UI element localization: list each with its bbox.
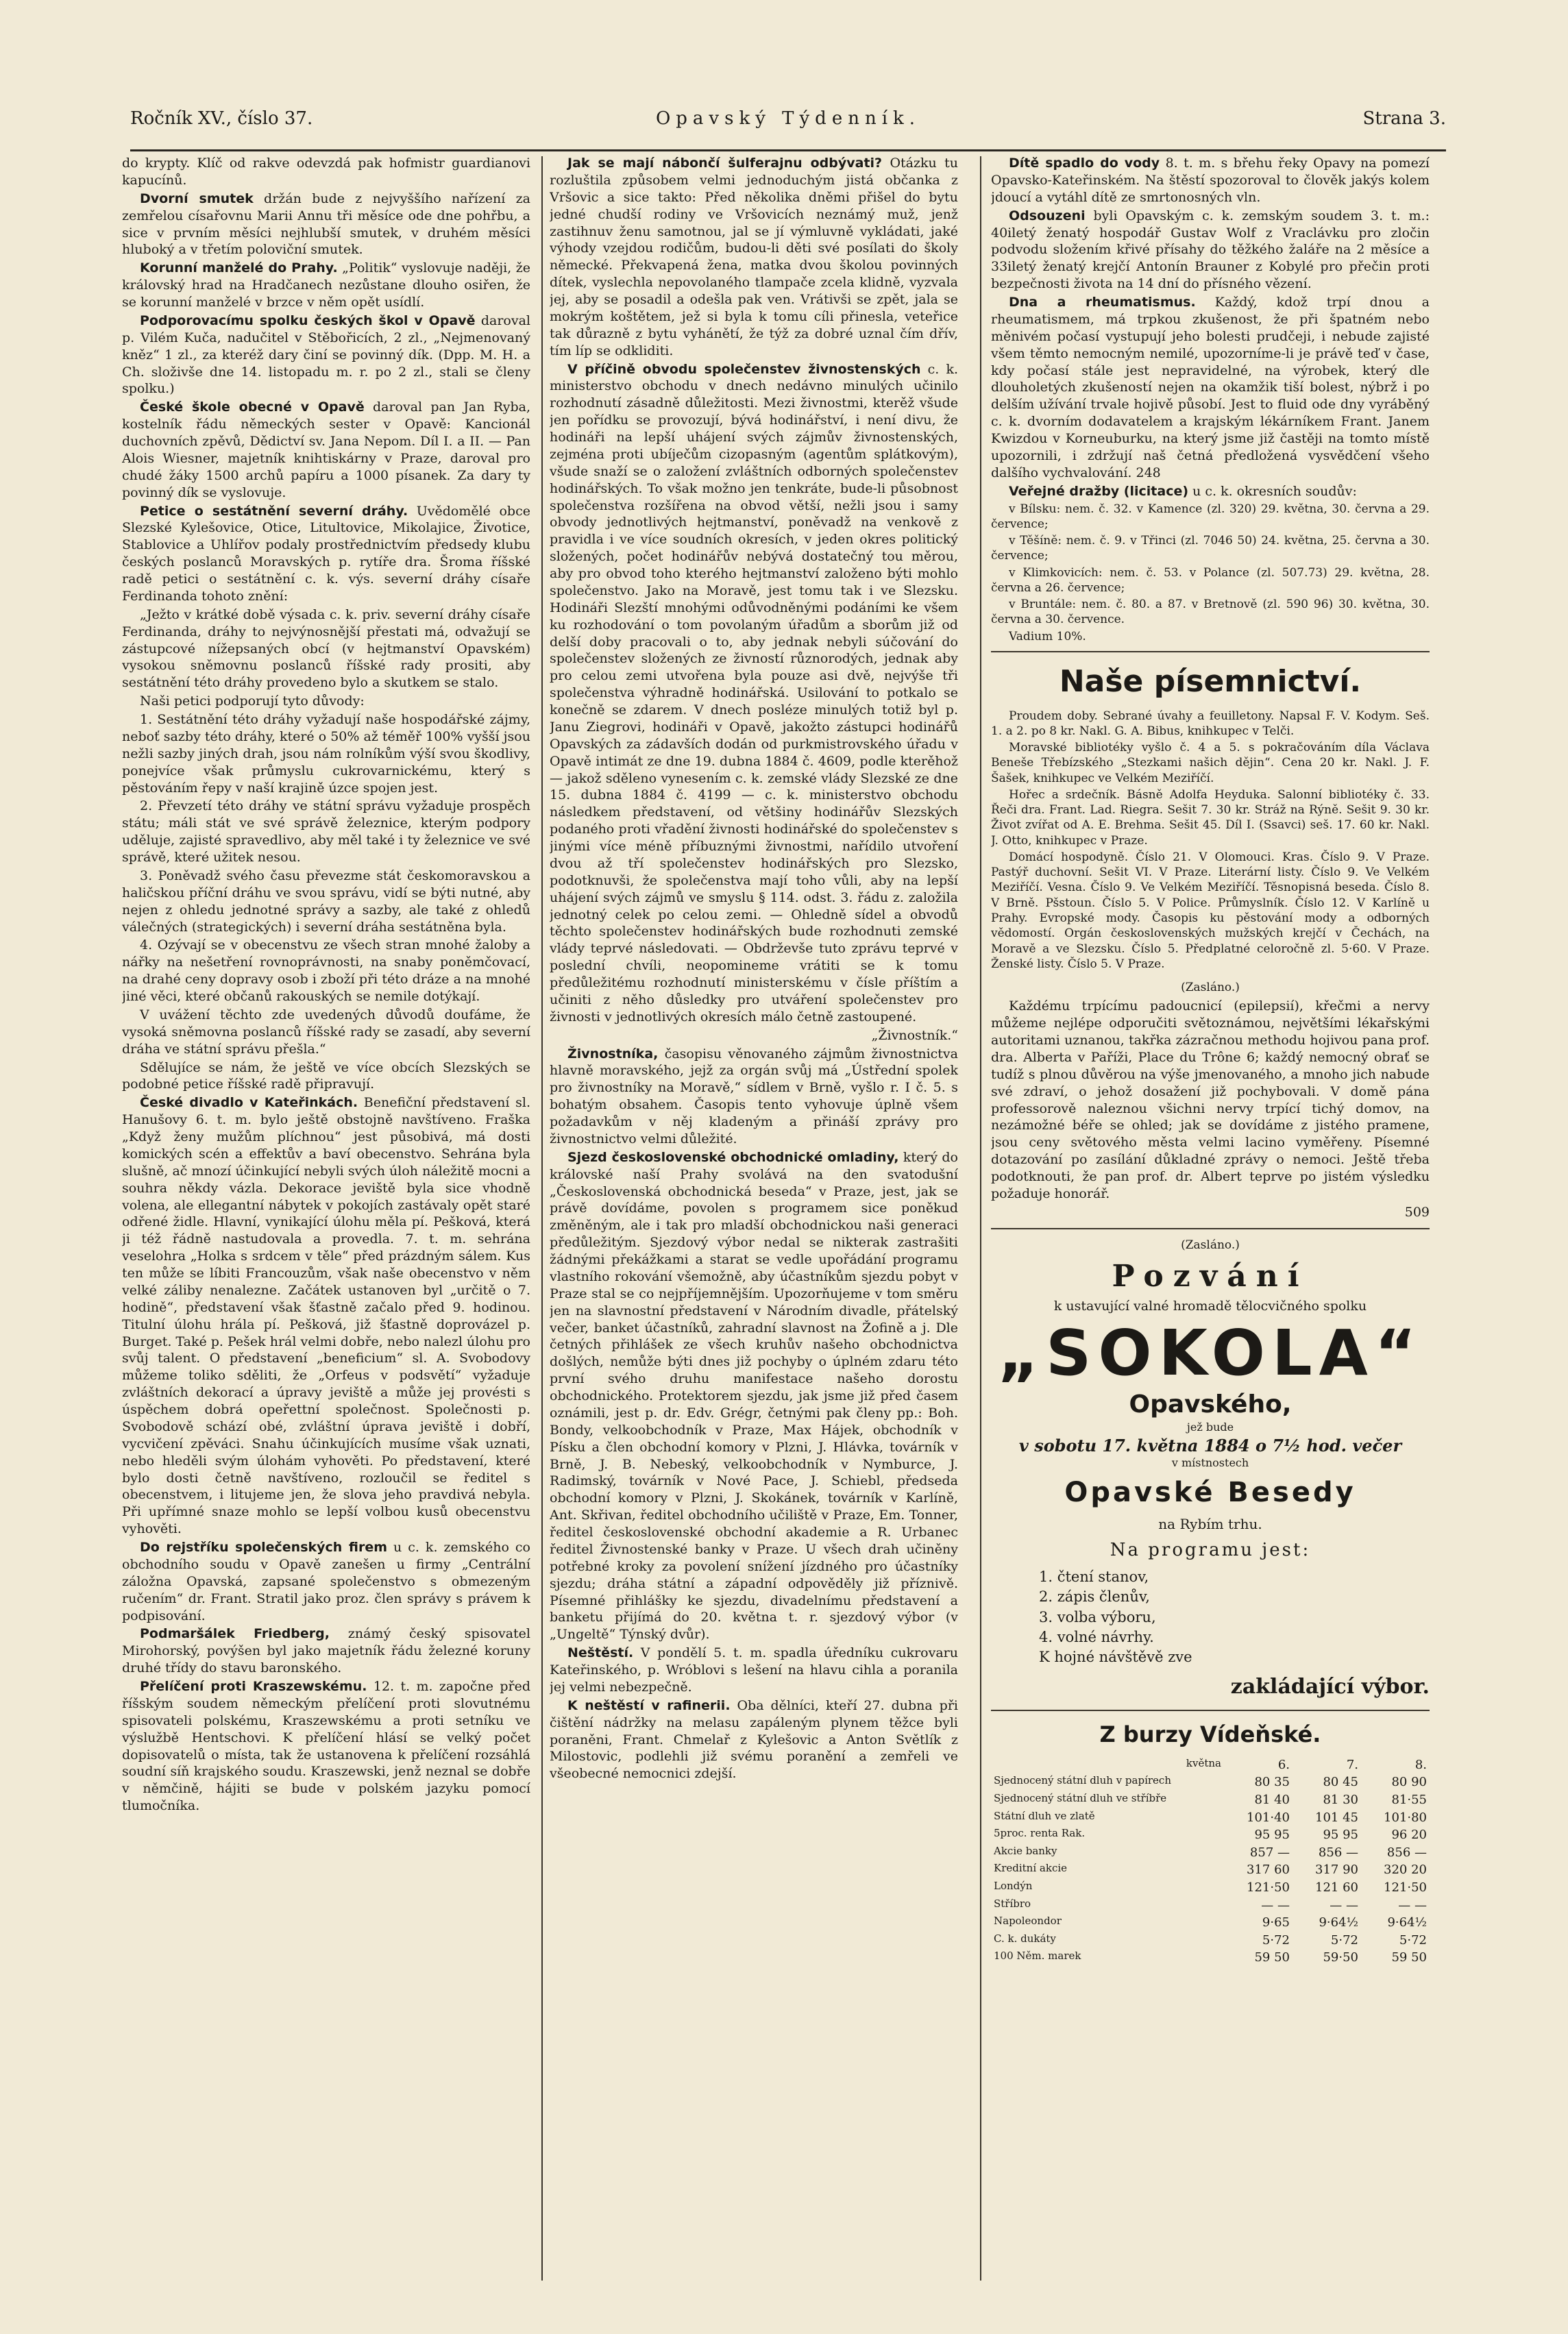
row-label: Londýn [994,1879,1033,1892]
cell: 856 — [1318,1845,1358,1860]
cell: 80 45 [1323,1775,1358,1790]
article-title: Podmaršálek Friedberg, [140,1626,330,1642]
cell: 856 — [1386,1845,1427,1860]
invitation-date: v sobotu 17. května 1884 o 7½ hod. večer [1018,1435,1402,1455]
table-row [991,1897,1430,1915]
table-row [991,1861,1430,1879]
article-title: Živnostníka, [567,1046,659,1061]
page-header [130,108,1446,151]
article-title: Veřejné dražby (licitace) [1009,483,1189,499]
divider [991,651,1430,652]
row-label: 5proc. renta Rak. [994,1827,1086,1840]
cell: — — [1330,1897,1358,1913]
row-label: Napoleondor [994,1915,1062,1928]
cell: 80 35 [1254,1775,1290,1790]
cell: 59·50 [1323,1950,1358,1965]
table-row [991,1809,1430,1827]
article-text: V uvážení těchto zde uvedených důvodů doufáme, že vysoká sněmovna poslanců říšské rady se zasadí, aby severní dráha ve státní správu přešla.“ [122,1007,530,1057]
program-title: Na programu jest: [1110,1539,1311,1560]
article-text: Benefiční představení sl. Hanušovy 6. t. m. bylo ještě obstojně navštíveno. Fraška „Když ženy mužům plíchnou“ jest působivá, má dosti komických scén a effektův a baví obecenstvo. Sehrána byla slušně, ač mnozí účinkující nebyli svých úloh náležitě mocni a souhra někdy vázla. Dekorace jeviště byla sice vhodně volena, ale ellegantní nábytek v pokojích zastávaly opět staré odřené židle. Hlavní, vynikající úlohu měla pí. Pešková, která ji též řádně nastudovala a provedla. 7. t. m. sehrána veselohra „Holka s srdcem v těle“ před prázdným sálem. Kus ten může se líbiti Francouzům, však naše obecenstvo v něm velké záliby nenalezne. Začátek ustanoven byl „určitě o 7. hodině“, představení však šťastně začalo před 9. hodinou. Titulní úlohu hrála pí. Pešková, již šťastně doprovázel p. Burget. Také p. Pešek hrál velmi dobře, nebo nalezl úlohu pro svůj talent. O představení „beneficium“ sl. A. Svobodovy můžeme toliko sděliti, že „Orfeus v podsvětí“ vyžaduje zvláštních dekorací a úpravy jeviště a může jej provésti s úspěchem dobrá opeřettní společnost. Společnosti p. Svobodově schází obé, zvláštní úprava jeviště i dobří, vycvičení zpěváci. Snahu účinkujících musíme však uznati, nebo hleděli svým úlohám vyhověti. Po představení, které bylo dosti četně navštíveno, rozloučil se ředitel s obecenstvem, i litujeme jen, že slova jeho pravdivá nebyla. Při upřímné snaze mohlo se lepší volbou kusů obecenstvu vyhověti. [122,1095,530,1537]
column-1 [122,155,530,2313]
sokol-town: Opavského, [1129,1390,1292,1418]
article-text: Oba dělníci, kteří 27. dubna při čištění nádržky na melasu zapáleným plynem těžce byli poraněni, Frant. Chmelař z Kylešovic a Anton Světlík z Milostovic, podlehli již svému poranění a zemřeli ve všeobecné nemocnici zdejší. [550,1697,958,1782]
auction-item: v Klimkovicích: nem. č. 53. v Polance (zl. 507.73) 29. května, 28. června a 26. července; [991,565,1430,595]
article-text: do krypty. Klíč od rakve odevzdá pak hofmistr guardianovi kapucínů. [122,156,530,188]
article-text: daroval p. Vilém Kuča, nadučitel v Stěbořicích, 2 zl., „Nejmenovaný kněz“ 1 zl., za kteréž dary činí se povinný dík. (Dpp. M. H. a Ch. složivše dne 14. listopadu m. r. po 2 zl., stali se členy spolku.) [122,312,530,397]
cell: — — [1398,1897,1427,1913]
cell: 9·65 [1262,1915,1290,1930]
signature: zakládající výbor. [1230,1674,1430,1699]
cell: — — [1261,1897,1290,1913]
program-item: 2. zápis členův, [1039,1588,1150,1606]
article [122,1678,530,1815]
cell: 317 60 [1247,1863,1290,1878]
article-text: Naši petici podporují tyto důvody: [140,693,365,709]
table-row [991,1826,1430,1844]
article-title: Do rejstříku společenských firem [140,1540,388,1555]
article-title: České škole obecné v Opavě [140,400,365,415]
article [122,1094,530,1538]
article-text: 1. Sestátnění této dráhy vyžadují naše hospodářské zájmy, neboť sazby této dráhy, které o 50% až téměř 100% vyšší jsou nežli sazby jiných drah, jsou nám rolníkům výší svou škodlivy, ponejvíce však průmyslu cukrovarnickému, který s pěstováním řepy v naší krajině úzce spojen jest. [122,712,530,796]
article-title: Sjezd československé obchodnické omladiny, [567,1149,899,1165]
literature-item: Domácí hospodyně. Číslo 21. V Olomouci. Kras. Číslo 9. V Praze. Pastýř duchovní. Sešit VI. V Praze. Literární listy. Číslo 9. Ve Velkém Meziříčí. Vesna. Číslo 9. Ve Velkém Meziříčí. Těsnopisná beseda. Číslo 8. V Brně. Pšstoun. Číslo 5. V Police. Průmyslník. Číslo 12. V Karlíně u Prahy. Evropské mody. Časopis ku pěstování mody a odborných vědomostí. Orgán československých mužských krejčí v Čechách, na Moravě a ve Slezsku. Číslo 5. Předplatné celoročně zl. 5·60. V Praze. Ženské listy. Číslo 5. V Praze. [991,850,1430,971]
article-text: c. k. ministerstvo obchodu v dnech nedávno minulých učinilo rozhodnutí zásadně důležitosti. Mezi živnostmi, kterěž všude jen pořídku se provozují, bývá hodinářství, i není divu, že hodináři na lepší uhájení svých zájmův živnostenských, zejména proti ubíječům cizopasným (agentům splátkovým), všude snaží se o založení zvláštních odborných společenstev hodinářských. To však možno jen tenkráte, bude-li působnost společenstva rozšířena na obvod větší, nežli jsou i samy obvody jednotlivých hejtmanství, poněvadž na venkově z pravidla i ve více soudních okresích, v jeden okres politický složených, počet hodinářův nebývá dostatečný tou měrou, aby pro obvod toho kterého hejtmanství založeno býti mohlo společenstvo. Jako na Moravě, jest tomu tak i ve Slezsku. Hodináři Slezští mnohými odůvodněnými podáními ke všem ku rozhodování o tom povolaným úřadům a sborům již od delší doby pracovali o to, aby jednak nebyli súčování do společenstev složených ze živností různorodých, jednak aby pro celou zemi utvořena byla pouze asi dvě, nejvýše tři společenstva výhradně hodinářská. Usilování to potkalo se konečně se zdarem. V dnech posléze minulých totiž byl p. Janu Ziegrovi, hodináři v Opavě, jakožto zástupci hodinářů Opavských za zádavších dodán od purkmistrovského úřadu v Opavě intimát ze dne 19. dubna 1884 č. 4609, podle kterěhož — jakož sděleno vynesením c. k. zemské vlády Slezské ze dne 15. dubna 1884 č. 4199 — c. k. ministerstvo obchodu následkem představení, od většiny hodinářův Slezských podaného proti vřadění živnosti hodinářské do společenstev s jinými více méně příbuznými živnostmi, nařídilo utvoření dvou až tří společenstev hodinářských pro Slezsko, podotknuvši, že společenstva mají toho vůli, aby na lepší uhájení svých zájmů ve smyslu § 114. odst. 3. řádu z. založila jednotný celek po celou zemi. — Ohledně sídel a obvodů těchto společenstev hodinářských bude rozhodnuti zemské vlády teprvé následovati. — Obdrževše tuto zprávu teprvé v poslední chvíli, neopomineme vrátiti se k tomu předůležitému rozhodnutí ministerskému v čísle příštím a učiniti z něho důsledky pro utváření společenstev pro živnosti v jednotlivých okresích málo četně zastoupené. [550,361,958,1024]
article-text: „Ježto v krátké době výsada c. k. priv. severní dráhy císaře Ferdinanda, dráhy to nejvýnosnější přestati má, odvažují se zástupcové nížepsaných obcí (v hejtmanství Opavském) vysokou sněmovnu poslanců říšské rady prositi, aby sestátnění této dráhy provedeno bylo a skutkem se stalo. [122,606,530,691]
venue-name: Opavské Besedy [1064,1477,1356,1509]
article [550,1149,958,1643]
sent-label: (Zasláno.) [1181,981,1240,995]
article-title: Odsouzeni [1009,208,1086,223]
article-text: Sdělujíce se nám, že ještě ve více obcích Slezských se podobné petice říšské radě připravují. [122,1059,530,1092]
table-header [991,1756,1430,1774]
cell: 101·40 [1247,1810,1290,1825]
column-3 [991,155,1430,2313]
literature-item: Moravské bibliotéky vyšlo č. 4 a 5. s pokračováním díla Václava Beneše Třebízského „Stezkami našich dějin“. Cena 20 kr. Nakl. J. F. Šašek, knihkupec ve Velkém Meziříčí. [991,741,1430,785]
article [550,1046,958,1148]
article-text: „Politik“ vyslovuje naději, že královský hrad na Hradčanech nezůstane dlouho osiřen, že se korunní manželé v brzce v něm opět usídlí. [122,260,530,310]
article [122,191,530,259]
article-text: 2. Převzetí této dráhy ve státní správu vyžaduje prospěch státu; máli stát ve své správě železnice, kterým podpory uděluje, zajisté spravedlivo, aby měl také i ty železnice ve své správě, které užitek nesou. [122,798,530,865]
cell: 96 20 [1391,1828,1427,1843]
article [122,1539,530,1624]
sokol-name: „SOKOLA“ [997,1316,1423,1390]
article [991,294,1430,482]
article [122,503,530,605]
cell: 59 50 [1391,1950,1427,1965]
column-divider [980,156,981,2281]
article-text: u c. k. zemského co obchodního soudu v Opavě zanešen u firmy „Centrální záložna Opavská, zapsané společenstvo s obmezeným ručením“ dr. Frant. Stratil jako proz. člen správy s právem k podpisování. [122,1540,530,1623]
article-text: daroval pan Jan Ryba, kostelník řádu německých sester v Opavě: Kancionál duchovních zpěvů, Dědictví sv. Jana Nepom. Díl I. a II. — Pan Alois Wiesner, majetník knihtiskárny v Praze, daroval pro chudé žáky 1500 archů papíru a 1000 písanek. Za dary ty povinný dík se vyslovuje. [122,400,530,500]
program-list [1039,1567,1430,1668]
article [122,399,530,501]
cell: 121·50 [1384,1880,1427,1895]
table-row [991,1773,1430,1791]
auction-note: Vadium 10%. [1009,629,1086,643]
article-text: 12. t. m. započne před říšským soudem německým přelíčení proti slovutnému spisovateli polskému, Kraszewskému a proti setníku ve výslužbě Hentschovi. K přelíčení hlásí se velký počet dopisovatelů o místa, tak že ustanovena k přelíčení rozsáhlá soudní síň krajského soudu. Kraszewski, jenž neznal se dobře v němčině, hájiti se bude v polském jazyku pomocí tlumočníka. [122,1679,530,1814]
table-row [991,1932,1430,1950]
article [122,1625,530,1677]
header-cell: května [1186,1756,1221,1769]
literature-item: Proudem doby. Sebrané úvahy a feuilletony. Napsal F. V. Kodym. Seš. 1. a 2. po 8 kr. Nakl. G. A. Bibus, knihkupec v Telči. [991,709,1430,738]
cell: 101 45 [1315,1810,1358,1825]
article-title: Jak se mají nábončí šulferajnu odbývati? [567,156,883,171]
article-title: Podporovacímu spolku českých škol v Opavě [140,312,476,328]
sent-label: (Zasláno.) [1181,1238,1240,1252]
article-title: Petice o sestátnění severní dráhy. [140,503,408,519]
cell: 5·72 [1262,1932,1290,1948]
table-row [991,1949,1430,1967]
cell: 5·72 [1399,1932,1427,1948]
program-item: 3. volba výboru, [1039,1608,1156,1625]
article-text: držán bude z nejvyššího nařízení za zemřelou císařovnu Marii Annu tři měsíce ode dne pohřbu, a sice v prvním měsíci nejhlubší smutek, v druhém měsíci hluboký a v třetím poloviční smutek. [122,191,530,258]
article [550,1697,958,1782]
article-title: V příčině obvodu společenstev živnostenských [567,361,921,377]
auction-item: v Bruntále: nem. č. 80. a 87. v Bretnově (zl. 590 96) 30. května, 30. června a 30. července. [991,598,1430,627]
cell: 81 30 [1323,1793,1358,1808]
article [550,155,958,360]
article-text: 8. t. m. s břehu řeky Opavy na pomezí Opavsko-Kateřinském. Na štěstí spozoroval to člověk jakýs kolem jdoucí a vytáhl dítě ze smrtonosných vln. [991,156,1430,205]
exchange-title: Z burzy Vídeňské. [1099,1721,1321,1747]
row-label: C. k. dukáty [994,1932,1056,1945]
row-label: Kreditní akcie [994,1862,1068,1875]
cell: 59 50 [1254,1950,1290,1965]
row-label: Stříbro [994,1897,1031,1910]
cell: 81·55 [1391,1793,1427,1808]
table-row [991,1879,1430,1897]
auction-item: v Bílsku: nem. č. 32. v Kamence (zl. 320) 29. května, 30. června a 29. července; [991,502,1430,531]
ad-number: 248 [1136,465,1161,480]
article-text: Otázku tu rozluštila způsobem velmi jednoduchým jistá občanka z Vršovic a sice takto: Před několika dněmi přišel do bytu jedné chudší rodiny ve Vršovicích neznámý muž, jenž zastihnuv ženu samotnou, jal se jí výmluvně vykládati, jaké výhody vzejdou rodičům, budou-li děti své posílati do školy německé. Překvapená žena, matka dvou školou povinných dítek, vyslechla nepovolaného tlampače zcela klidně, vyzvala jej, aby se posadil a odešla pak ven. Vrátivši se zpět, jala se mokrým koštětem, jež si byla k tomu cíli přinesla, veteřice tak důrazně z bytu vyhánětí, že týž za dobré uznal čím dřív, tím líp se odkliditi. [550,156,958,358]
article [991,155,1430,206]
issue-number: Ročník XV., číslo 37. [130,108,313,129]
cell: 121 60 [1315,1880,1358,1895]
literature-item: Hořec a srdečník. Básně Adolfa Heyduka. Salonní bibliotéky č. 33. Řeči dra. Frant. Lad. Riegra. Sešit 7. 30 kr. Stráž na Rýně. Sešit 9. 30 kr. Život zvířat od A. E. Brehma. Sešit 45. Díl I. (Ssavci) seš. 17. 60 kr. Nakl. J. Otto, knihkupec v Praze. [991,787,1430,848]
article-text: 3. Poněvadž svého času převezme stát českomoravskou a haličskou příční dráhu ve svou správu, vidí se býti nutné, aby nejen z ohledu jednotné správy a sazby, ale také z ohledů válečných (strategických) i severní dráha sestátněna byla. [122,868,530,935]
cell: 80 90 [1391,1775,1427,1790]
article-title: Dvorní smutek [140,191,254,206]
cell: 320 20 [1384,1863,1427,1878]
article-title: Neštěstí. [567,1645,634,1661]
article-text: který do královské naší Prahy svolává na den svatodušní „Československá obchodnická beseda“ v Praze, jest, jak se právě dovídáme, povolen s programem sice poněkud změněným, ale i tak pro mladší obchodnickou naši generaci předůležitým. Sjezdový výbor nedal se nikterak zastrašiti žádnými překážkami a starat se vedle upořádání programu vlastního rokování všemožně, aby účastníkům sjezdu pobyt v Praze stal se co nejpříjemnějším. Upozorňujeme v tom směru jen na slavnostní představení v Národním divadle, přátelský večer, banket účastníků, zahradní slavnost na Žofině a j. Dle četných přihlášek ze všech kruhův našeho obchodnictva došlých, nemůže býti dnes již pochyby o úplném zdaru této první svého druhu manifestace našeho dorostu obchodnického. Protektorem sjezdu, jak jsme již před časem oznámili, jest p. dr. Edv. Grégr, četnými pak členy pp.: Boh. Bondy, velkoobchodník v Praze, Max Hájek, obchodník v Písku a člen obchodní komory v Plzni, J. Hlávka, továrník v Brně, J. B. Nebeský, velkoobchodník v Nymburce, J. Radimský, továrník v Nové Pace, J. Schiebl, předseda obchodní komory v Plzni, J. Skokánek, továrník v Karlíně, Ant. Skřivan, ředitel obchodního učiliště v Praze, Em. Tonner, ředitel československé obchodní akademie a R. Urbanec ředitel Živnostenské banky v Praze. U všech drah učiněny potřebné kroky za povolení snížení jízdného pro účastníky sjezdu; dráha státní a západní odpověděly již příznivě. Písemné přihlášky ke sjezdu, divadelnímu představení a banketu přijímá do 20. května t. r. sjezdový výbor (v „Ungeltě“ Týnský dvůr). [550,1149,958,1643]
cell: 121·50 [1247,1880,1290,1895]
program-item: 4. volné návrhy. [1039,1628,1154,1645]
divider [991,1710,1430,1711]
invitation-text: v místnostech [1171,1456,1249,1470]
article-text: známý český spisovatel Mirohorský, povýšen byl jako majetník řádu železné koruny druhé třídy do stavu baronského. [122,1626,530,1676]
article-text: u c. k. okresních soudův: [1188,483,1357,499]
auction-item: v Těšíně: nem. č. 9. v Třinci (zl. 7046 50) 24. května, 25. června a 30. července; [991,534,1430,563]
cell: 857 — [1249,1845,1290,1860]
venue-place: na Rybím trhu. [1158,1515,1262,1532]
row-label: Akcie banky [994,1844,1057,1857]
header-cell: 6. [1277,1757,1290,1772]
article [122,312,530,397]
row-label: Sjednocený státní dluh v papírech [994,1774,1171,1787]
row-label: Státní dluh ve zlatě [994,1809,1095,1822]
exchange-table [991,1756,1430,1967]
row-label: 100 Něm. marek [994,1950,1081,1963]
cell: 9·64½ [1387,1915,1427,1930]
article-text: Uvědomělé obce Slezské Kylešovice, Otice, Litultovice, Mikolajice, Životice, Stablovice a Uhlířov podaly prostřednictvím předsedy klubu českých poslanců Moravských p. rytíře dra. Šroma říšské radě petici o sestátnění c. k. výs. severní dráhy císaře Ferdinanda tohoto znění: [122,503,530,604]
header-cell: 8. [1414,1757,1427,1772]
table-row [991,1914,1430,1932]
section-title: Naše písemnictví. [1059,663,1362,699]
article-source: „Živnostník.“ [871,1027,958,1043]
program-item: K hojné návštěvě zve [1039,1649,1192,1666]
program-item: 1. čtení stanov, [1039,1568,1149,1585]
article-title: Dítě spadlo do vody [1009,156,1160,171]
header-cell: 7. [1346,1757,1358,1772]
article [122,260,530,311]
cell: 95 95 [1323,1828,1358,1843]
table-row [991,1844,1430,1862]
ad-number: 509 [1404,1204,1430,1220]
article-title: Přelíčení proti Kraszewskému. [140,1679,367,1694]
article-title: České divadlo v Kateřinkách. [140,1095,358,1111]
article-text: byli Opavským c. k. zemským soudem 3. t. m.: 40iletý ženatý hospodář Gustav Wolf z Vraclávku pro zločin podvodu složením křivé přísahy do těžkého žaláře na 2 měsíce a 33iletý ženatý krejčí Antonín Brauner z Kobylé pro přečin proti bezpečnosti života na 14 dní do přísného vězení. [991,208,1430,292]
divider [991,1228,1430,1229]
invitation-subtitle: k ustavující valné hromadě tělocvičného spolku [1053,1298,1367,1314]
article [550,361,958,1026]
cell: 317 90 [1315,1863,1358,1878]
article-text: Každý, kdož trpí dnou a rheumatismem, má trpkou zkušenost, že při špatném nebo měnivém počasí vystupují jeho bolesti prudčeji, i nebude zajisté všem těmto nemocným nemilé, upozorníme-li je právě teď v čase, kdy počasí stále jest nepravidelné, na výrobek, který dle dlouholetých zkušeností nejen na okamžik tiší bolest, nýbrž i po delším užívání trvale hojivě působí. Jest to fluid ode dny vyráběný c. k. dvorním dodavatelem a krajským lékárníkem Frant. Janem Kwizdou v Korneuburku, na který jsme již častěji na tomto místě upozornili, i zdržují naš četná předložená vysvědčení všeho dalšího vychvalování. [991,295,1430,480]
row-label: Sjednocený státní dluh ve stříbře [994,1792,1167,1805]
table-row [991,1791,1430,1809]
article [550,1645,958,1696]
cell: 101·80 [1384,1810,1427,1825]
article-title: Korunní manželé do Prahy. [140,260,338,276]
article-text: časopisu věnovaného zájmům živnostnictva hlavně moravského, jejž za orgán svůj má „Ústřední spolek pro živnostníky na Moravě,“ sídlem v Brně, vyšlo r. I č. 5. s bohatým obsahem. Časopis tento vyhovuje úplně všem požadavkům v něj kladeným a přináší zprávy pro živnostnictvo velmi důležité. [550,1046,958,1146]
invitation-title: Pozvání [1112,1258,1309,1294]
cell: 9·64½ [1319,1915,1358,1930]
article-title: K neštěstí v rafinerii. [567,1697,731,1713]
advertisement-text: Každému trpícímu padoucnicí (epilepsií), křečmi a nervy můžeme nejlépe odporučiti světoznámou, největšími lékařskými autoritami uznanou, takřka zázračnou methodu hojivou pana prof. dra. Albertа v Paříži, Place du Trône 6; každý nemocný obrať se tudíž s plnou důvěrou na výše jmenovaného, a mnoho jich nabude své zdraví, o jehož dosažení již pochybovali. V domě pána professorově naleznou všichni nervy trpící tichý domov, na nezámožné béře se ohled; jak se dovídáme z jistého pramene, jsou ceny světového města velmi lacino vyměřeny. Písemné dotazování po zasílání důkladné zprávy o nemoci. Ještě třeba podotknouti, že pan prof. dr. Albert teprve po jistém výsledku požaduje honorář. [991,998,1430,1201]
article-text: 4. Ozývají se v obecenstvu ze všech stran mnohé žaloby a nářky na nešetření rovnoprávnosti, na snaby poněmčovací, na drahé ceny dopravy osob i zboží při této dráze a na mnohé jiné věci, které občanů rakouských se nemile dotýkají. [122,937,530,1004]
invitation-text: jež bude [1186,1420,1234,1434]
article [991,208,1430,293]
column-divider [541,156,543,2281]
page-number: Strana 3. [1362,108,1446,129]
article [991,483,1430,500]
article-title: Dna a rheumatismus. [1009,295,1196,310]
newspaper-title: Opavský Týdenník. [655,108,921,129]
cell: 95 95 [1254,1828,1290,1843]
column-2 [550,155,958,2313]
cell: 81 40 [1254,1793,1290,1808]
article-text: V pondělí 5. t. m. spadla úředníku cukrovaru Kateřinského, p. Wróblovi s lešení na hlavu cihla a poranila jej velmi nebezpečně. [550,1645,958,1695]
cell: 5·72 [1330,1932,1358,1948]
